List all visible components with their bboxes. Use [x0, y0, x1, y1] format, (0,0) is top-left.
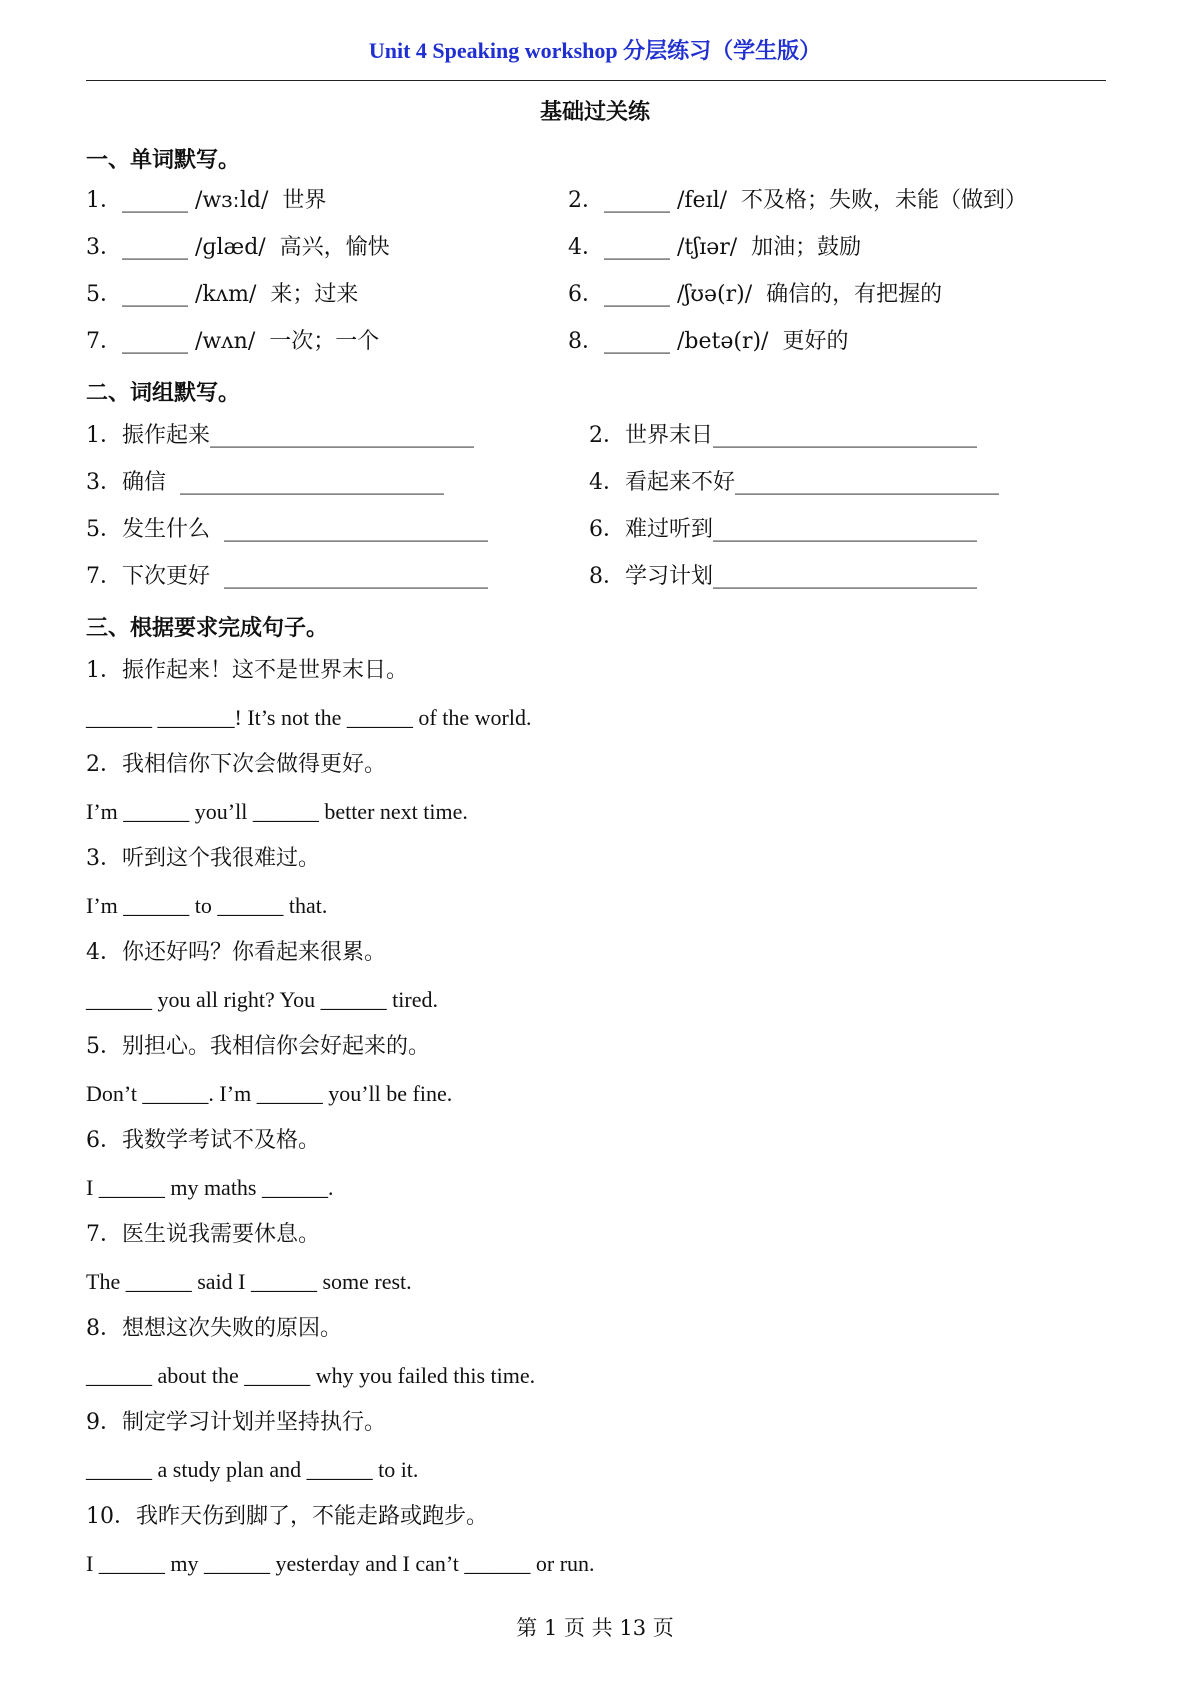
phrase-item-6: 6．难过听到________________________	[589, 517, 977, 542]
sentence-answer-4: ______ you all right? You ______ tired.	[86, 987, 438, 1012]
phrase-item-7: 7．下次更好 ________________________	[86, 564, 488, 589]
section-title: 基础过关练	[539, 99, 650, 124]
sentence-prompt-9: 9．制定学习计划并坚持执行。	[86, 1410, 386, 1435]
document-header-title: Unit 4 Speaking workshop 分层练习（学生版）	[368, 38, 822, 63]
phrase-item-1: 1．振作起来________________________	[86, 423, 474, 448]
phrase-item-2: 2．世界末日________________________	[589, 423, 977, 448]
phrase-item-8: 8．学习计划________________________	[589, 564, 977, 589]
sentence-answer-7: The ______ said I ______ some rest.	[86, 1269, 412, 1294]
word-item-1: 1．______ /wɜːld/ 世界	[86, 188, 327, 213]
sentence-prompt-8: 8．想想这次失败的原因。	[86, 1316, 342, 1341]
sentence-prompt-7: 7．医生说我需要休息。	[86, 1222, 320, 1247]
sentence-answer-3: I’m ______ to ______ that.	[86, 893, 328, 918]
sentence-prompt-10: 10．我昨天伤到脚了，不能走路或跑步。	[86, 1504, 488, 1529]
sentence-prompt-2: 2．我相信你下次会做得更好。	[86, 752, 386, 777]
sentence-prompt-1: 1．振作起来！这不是世界末日。	[86, 658, 408, 683]
word-item-7: 7．______ /wʌn/ 一次；一个	[86, 329, 380, 354]
sentence-answer-1: ______ _______! It’s not the ______ of the world.	[86, 705, 532, 730]
part3-heading: 三、根据要求完成句子。	[86, 615, 329, 640]
sentence-answer-2: I’m ______ you’ll ______ better next time.	[86, 799, 468, 824]
phrase-item-5: 5．发生什么 ________________________	[86, 517, 488, 542]
word-item-8: 8．______ /betə(r)/ 更好的	[568, 329, 849, 354]
sentence-answer-8: ______ about the ______ why you failed this time.	[86, 1363, 536, 1388]
part2-heading: 二、词组默写。	[86, 380, 241, 405]
word-item-6: 6．______ /ʃʊə(r)/ 确信的，有把握的	[568, 282, 943, 307]
sentence-answer-9: ______ a study plan and ______ to it.	[86, 1457, 419, 1482]
page-number-footer: 第 1 页 共 13 页	[516, 1616, 674, 1640]
sentence-answer-5: Don’t ______. I’m ______ you’ll be fine.	[86, 1081, 453, 1106]
word-item-2: 2．______ /feɪl/ 不及格；失败，未能（做到）	[568, 188, 1028, 213]
header-divider	[86, 80, 1106, 81]
sentence-prompt-3: 3．听到这个我很难过。	[86, 846, 320, 871]
sentence-prompt-5: 5．别担心。我相信你会好起来的。	[86, 1034, 430, 1059]
sentence-prompt-4: 4．你还好吗？你看起来很累。	[86, 940, 386, 965]
word-item-4: 4．______ /tʃɪər/ 加油；鼓励	[568, 235, 862, 260]
sentence-answer-10: I ______ my ______ yesterday and I can’t ______ or run.	[86, 1551, 595, 1576]
phrase-item-3: 3．确信 ________________________	[86, 470, 444, 495]
word-item-3: 3．______ /ɡlæd/ 高兴，愉快	[86, 235, 390, 260]
sentence-prompt-6: 6．我数学考试不及格。	[86, 1128, 320, 1153]
phrase-item-4: 4．看起来不好________________________	[589, 470, 999, 495]
sentence-answer-6: I ______ my maths ______.	[86, 1175, 334, 1200]
part1-heading: 一、单词默写。	[86, 147, 241, 172]
word-item-5: 5．______ /kʌm/ 来；过来	[86, 282, 359, 307]
